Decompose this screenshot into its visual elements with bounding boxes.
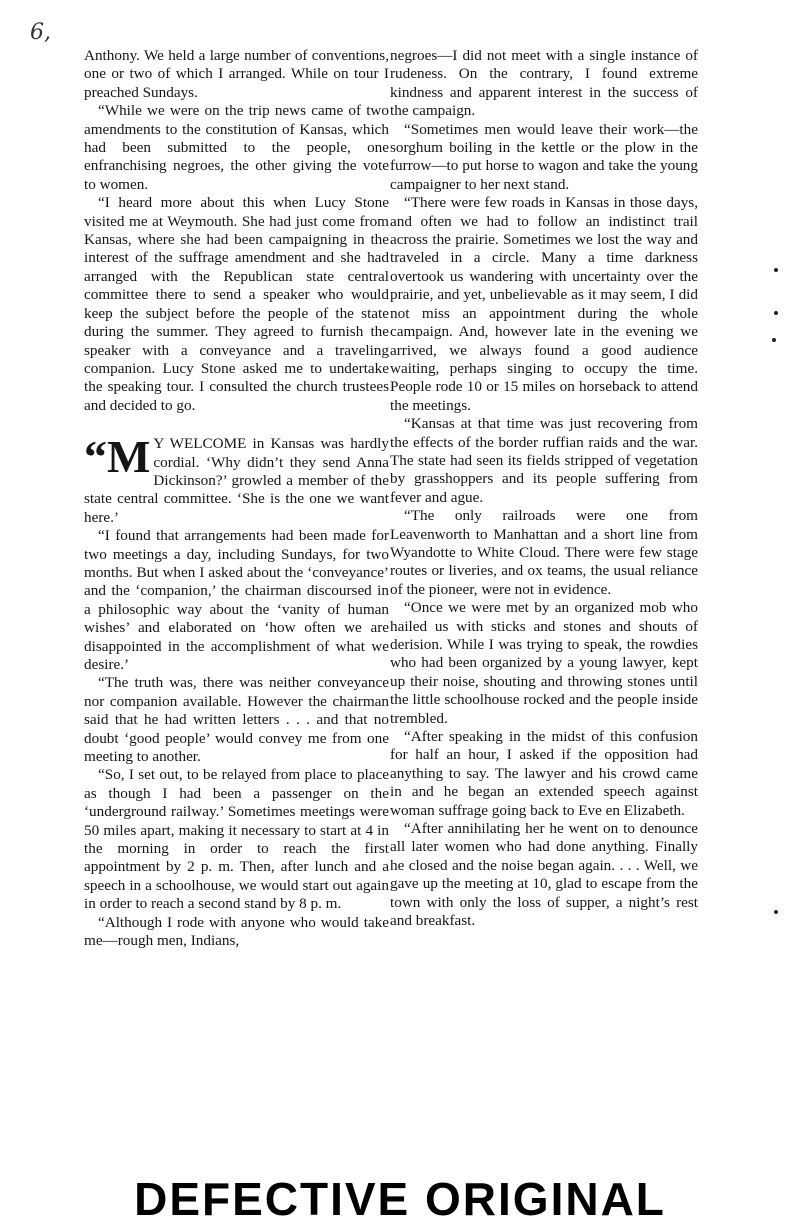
paragraph: “Once we were met by an organized mob who hailed us with sticks and stones and shouts of derision. While I was trying to speak, the rowdies who had been organized by a young lawyer, kept up their noise, shouting and throwing stones until the little schoolhouse rocked and the people inside trembled. (390, 599, 698, 727)
scan-speck (774, 910, 778, 914)
paragraph: “I found that arrangements had been made for two meetings a day, including Sundays, for two months. But when I asked about the ‘conveyance’ and the ‘companion,’ the chairman discoursed in a philosophic way about the ‘vanity of human wishes’ and elaborated on ‘how often we are disappointed in the accomplishment of what we desire.’ (84, 527, 389, 673)
left-column (84, 47, 389, 951)
section-opening-text: Y WELCOME in Kansas was hardly cordial. ‘Why didn’t they send Anna Dickinson?’ growled a member of the state central committee. ‘She is the one we want here.’ (84, 435, 389, 526)
paragraph: “While we were on the trip news came of two amendments to the constitution of Kansas, which had been submitted to the people, one enfranchising negroes, the other giving the vote to women. (84, 102, 389, 193)
scan-speck (774, 311, 778, 315)
paragraph: “I heard more about this when Lucy Stone visited me at Weymouth. She had just come from Kansas, where she had been campaigning in the interest of the suffrage amendment and she had arranged with the Republican state central committee there to send a speaker who would keep the subject before the people of the state during the summer. They agreed to furnish the speaker with a conveyance and a traveling companion. Lucy Stone asked me to undertake the speaking tour. I consulted the church trustees and decided to go. (84, 194, 389, 414)
paragraph: negroes—I did not meet with a single instance of rudeness. On the contrary, I found extreme kindness and apparent interest in the success of the campaign. (390, 47, 698, 120)
paragraph: Anthony. We held a large number of conventions, one or two of which I arranged. While on tour I preached Sundays. (84, 47, 389, 101)
paragraph: “The only railroads were one from Leavenworth to Manhattan and a short line from Wyandotte to White Cloud. There were few stage routes or liveries, and ox teams, the usual reliance of the pioneer, were not in evidence. (390, 507, 698, 598)
page-number: 6, (30, 20, 51, 45)
paragraph: “So, I set out, to be relayed from place to place as though I had been a passenger on the ‘underground railway.’ Sometimes meetings were 50 miles apart, making it necessary to start at 4 in the morning in order to reach the first appointment by 2 p. m. Then, after lunch and a speech in a schoolhouse, we would start out again in order to reach a second stand by 8 p. m. (84, 766, 389, 913)
paragraph: “Kansas at that time was just recovering from the effects of the border ruffian raids and the war. The state had seen its fields stripped of vegetation by grasshoppers and its people suffering from fever and ague. (390, 415, 698, 506)
section-opening-paragraph (84, 431, 389, 527)
paragraph: “There were few roads in Kansas in those days, and often we had to follow an indistinct trail across the prairie. Sometimes we lost the way and traveled in a circle. Many a time darkness overtook us wandering with uncertainty over the prairie, and yet, unbelievable as it may seem, I did not miss an appointment during the whole campaign. And, however late in the evening we arrived, we always found a good audience waiting, perhaps singing to occupy the time. People rode 10 or 15 miles on horseback to attend the meetings. (390, 194, 698, 414)
paragraph: “Sometimes men would leave their work—the sorghum boiling in the kettle or the plow in the furrow—to put horse to wagon and take the young campaigner to her next stand. (390, 120, 698, 193)
scan-speck (774, 268, 778, 272)
defective-original-stamp: DEFECTIVE ORIGINAL (134, 1173, 666, 1225)
paragraph: “The truth was, there was neither conveyance nor companion available. However the chairman said that he had written letters . . . and that no doubt ‘good people’ would convey me from one meeting to another. (84, 674, 389, 766)
scan-speck (772, 338, 776, 342)
right-column (390, 47, 698, 931)
paragraph: “After annihilating her he went on to denounce all later women who had done anything. Finally he closed and the noise began again. . . . Well, we gave up the meeting at 10, glad to escape from the town with only the loss of supper, a night’s rest and breakfast. (390, 820, 698, 930)
paragraph: “Although I rode with anyone who would take me—rough men, Indians, (84, 913, 389, 950)
drop-cap: “M (84, 431, 151, 483)
paragraph: “After speaking in the midst of this confusion for half an hour, I asked if the opposition had anything to say. The lawyer and his crowd came in and he began an extended speech against woman suffrage going back to Eve en Elizabeth. (390, 728, 698, 819)
